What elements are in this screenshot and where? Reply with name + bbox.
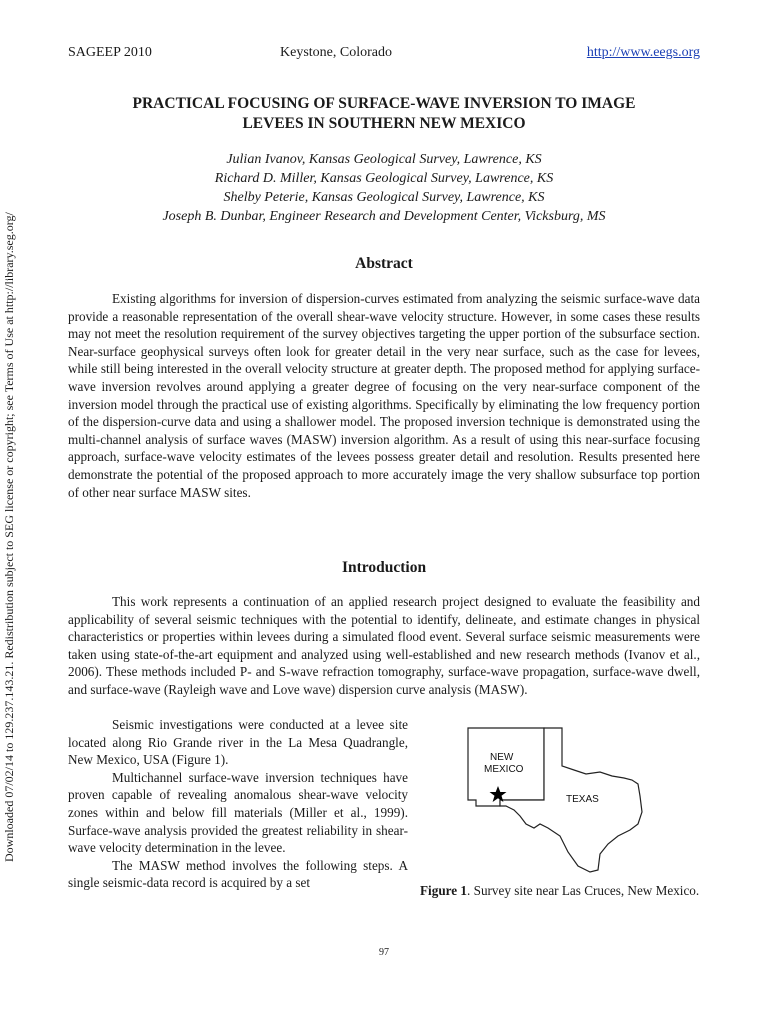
download-notice: Downloaded 07/02/14 to 129.237.143.21. Redistribution subject to SEG license or copyright; see Terms of Use at http://library.seg.org/ bbox=[2, 212, 16, 862]
author-3: Shelby Peterie, Kansas Geological Survey, Lawrence, KS bbox=[223, 190, 545, 205]
author-4: Joseph B. Dunbar, Engineer Research and Development Center, Vicksburg, MS bbox=[162, 209, 606, 224]
page-number: 97 bbox=[379, 947, 389, 958]
author-list bbox=[68, 150, 700, 226]
author-2: Richard D. Miller, Kansas Geological Survey, Lawrence, KS bbox=[214, 171, 554, 186]
conference-name: SAGEEP 2010 bbox=[68, 45, 152, 60]
intro-paragraph-1: This work represents a continuation of an applied research project designed to evaluate the feasibility and applicability of several seismic techniques with the potential to identify, delineate, and estimate changes in physical characteristics or properties within levees during a simulated flood event. Several surface seismic measurements were taken using state-of-the-art equipment and analyzed using well-established and new research methods (Ivanov et al., 2006). These methods included P- and S-wave refraction tomography, surface-wave propagation, surface-wave dwell, and surface-wave (Rayleigh wave and Love wave) dispersion curve analysis (MASW). bbox=[68, 594, 700, 697]
intro-paragraph-2: Seismic investigations were conducted at a levee site located along Rio Grande river in the La Mesa Quadrangle, New Mexico, USA (Figure 1). bbox=[68, 717, 408, 768]
title-line-1: PRACTICAL FOCUSING OF SURFACE-WAVE INVERSION TO IMAGE bbox=[132, 95, 636, 112]
abstract-body bbox=[68, 290, 700, 501]
introduction-column bbox=[68, 716, 408, 892]
map-label-new: NEW bbox=[490, 752, 514, 763]
figure-1-caption bbox=[420, 882, 700, 900]
intro-paragraph-3: Multichannel surface-wave inversion techniques have proven capable of revealing anomalous shear-wave velocity zones within and below fill materials (Miller et al., 1999). Surface-wave analysis provided the greatest reliability in shear-wave velocity determination in the levee. bbox=[68, 769, 408, 856]
page-header bbox=[68, 45, 700, 65]
title-line-2: LEVEES IN SOUTHERN NEW MEXICO bbox=[242, 115, 526, 132]
map-label-mexico: MEXICO bbox=[484, 764, 524, 775]
abstract-paragraph: Existing algorithms for inversion of dispersion-curves estimated from analyzing the seismic surface-wave data provide a reasonable representation of the overall shear-wave velocity structure. However, in some cases these results may not meet the resolution requirement of the survey objectives targeting the upper portion of the subsurface section. Near-surface geophysical surveys often look for greater detail in the very near surface, such as the case for levees, while still being interested in the overall velocity structure at greater depth. The proposed method for applying surface-wave inversion revolves around applying a greater degree of focusing on the very near-surface component of the inversion model through the practical use of existing algorithms. Specifically by eliminating the low frequency portion of the dispersion-curve data and using a shallower model. The proposed inversion technique is demonstrated using the multi-channel analysis of surface waves (MASW) inversion algorithm. As a result of using this near-surface focusing approach, surface-wave velocity estimates of the levees possess greater detail and resolution. Results presented here demonstrate the potential of the proposed approach to more accurately image the very shallow subsurface top portion of other near surface MASW sites. bbox=[68, 291, 700, 500]
figure-1-map bbox=[462, 720, 652, 880]
author-1: Julian Ivanov, Kansas Geological Survey, Lawrence, KS bbox=[226, 152, 542, 167]
conference-location: Keystone, Colorado bbox=[280, 45, 392, 60]
paper-title bbox=[68, 94, 700, 134]
abstract-heading: Abstract bbox=[355, 255, 413, 272]
introduction-heading: Introduction bbox=[341, 559, 427, 576]
introduction-body bbox=[68, 593, 700, 699]
intro-paragraph-4: The MASW method involves the following steps. A single seismic-data record is acquired by a set bbox=[68, 857, 408, 891]
header-link[interactable]: http://www.eegs.org bbox=[586, 45, 700, 60]
caption-label: Figure 1 bbox=[420, 883, 468, 898]
caption-text: . Survey site near Las Cruces, New Mexico. bbox=[467, 883, 700, 898]
map-label-texas: TEXAS bbox=[566, 794, 599, 805]
state-map-svg bbox=[462, 720, 652, 880]
